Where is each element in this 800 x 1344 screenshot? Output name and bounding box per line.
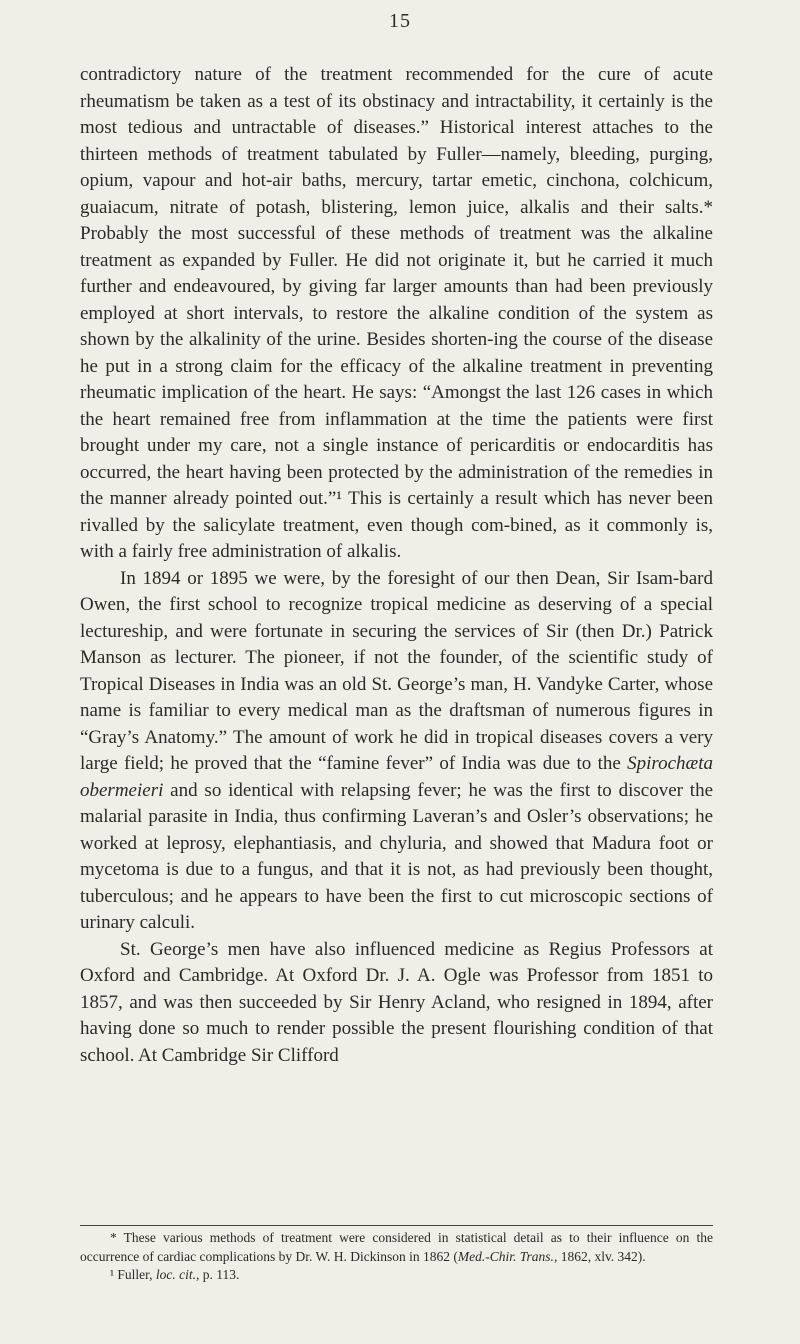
paragraph-regius-professors: St. George’s men have also influenced medicine as Regius Professors at Oxford and Cambridge. At Oxford Dr. J. A. Ogle was Professor from 1851 to 1857, and was then succeeded by Sir Henry Acland, who resigned in 1894, after having done so much to render possible the present flourishing condition of that school. At Cambridge Sir Clifford [80, 938, 713, 1066]
paragraph-tropical-medicine [80, 566, 713, 937]
footnotes [80, 1229, 713, 1285]
footnote-asterisk [80, 1229, 713, 1266]
footnote-one [80, 1266, 713, 1285]
paragraph-text-part: In 1894 or 1895 we were, by the foresight of our then Dean, Sir Isam-bard Owen, the first school to recognize tropical medicine as deserving of a special lectureship, and were fortunate in securing the services of Sir (then Dr.) Patrick Manson as lecturer. The pioneer, if not the founder, of the scientific study of Tropical Diseases in India was an old St. George’s man, H. Vandyke Carter, whose name is familiar to every medical man as the draftsman of numerous figures in “Gray’s Anatomy.” The amount of work he did in tropical diseases covers a very large field; he proved that the “famine fever” of India was due to the [80, 567, 713, 774]
paragraph-rheumatism-treatment: contradictory nature of the treatment recommended for the cure of acute rheumatism be taken as a test of its obstinacy and intractability, it certainly is the most tedious and untractable of diseases.” Historical interest attaches to the thirteen methods of treatment tabulated by Fuller—namely, bleeding, purging, opium, vapour and hot-air baths, mercury, tartar emetic, cinchona, colchicum, guaiacum, nitrate of potash, blistering, lemon juice, alkalis and their salts.* Probably the most successful of these methods of treatment was the alkaline treatment as expanded by Fuller. He did not originate it, but he carried it much further and endeavoured, by giving far larger amounts than had been previously employed at short intervals, to restore the alkaline condition of the system as shown by the alkalinity of the urine. Besides shorten-ing the course of the disease he put in a strong claim for the efficacy of the alkaline treatment in preventing rheumatic implication of the heart. He says: “Amongst the last 126 cases in which the heart remained free from inflammation at the time the patients were first brought under my care, not a single instance of pericarditis or endocarditis has occurred, the heart having been protected by the administration of the remedies in the manner already pointed out.”¹ This is certainly a result which has never been rivalled by the salicylate treatment, even though com-bined, as it commonly is, with a fairly free administration of alkalis. [80, 64, 713, 562]
footnote-text-part: ¹ Fuller, [110, 1267, 156, 1282]
footnote-divider [80, 1225, 713, 1226]
body-text [80, 62, 713, 1069]
species-name: Spirochæta obermeieri [80, 753, 713, 801]
paragraph-text-part: and so identical with relapsing fever; he was the first to discover the malarial parasite in India, thus confirming Laveran’s and Osler’s observations; he worked at leprosy, elephantiasis, and chyluria, and showed that Madura foot or mycetoma is due to a fungus, and that it is not, as had previously been thought, tuberculous; and he appears to have been the first to cut microscopic sections of urinary calculi. [80, 779, 713, 933]
citation-abbrev: loc. cit. [155, 1267, 197, 1282]
page-number: 15 [389, 10, 411, 32]
footnote-text-part: , p. 113. [196, 1267, 240, 1282]
footnote-text-part: , 1862, xlv. 342). [553, 1248, 646, 1264]
journal-title: Med.-Chir. Trans. [457, 1248, 554, 1264]
footnote-text-part: * These various methods of treatment were considered in statistical detail as to their influence on the occurrence of cardiac complications by Dr. W. H. Dickinson in 1862 ( [80, 1230, 713, 1264]
